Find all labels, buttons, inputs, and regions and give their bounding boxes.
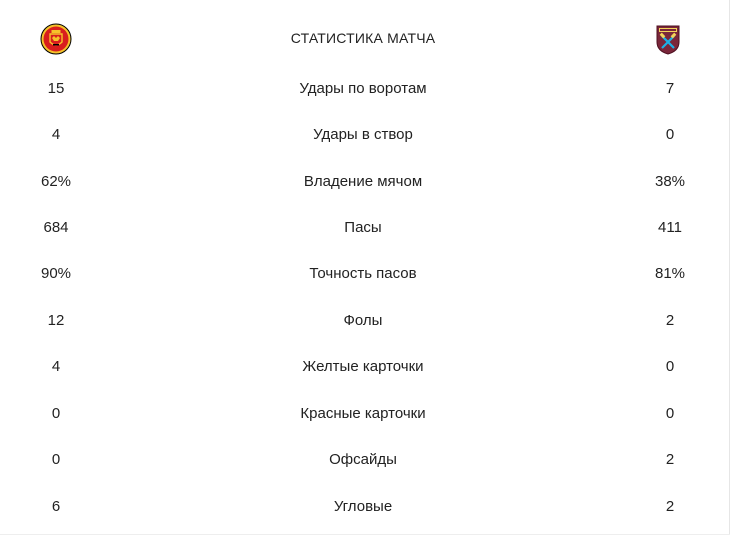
- away-red-cards-value: 0: [665, 405, 675, 422]
- stat-label-offsides: Офсайды: [329, 451, 397, 468]
- stat-label-yellow-cards: Желтые карточки: [302, 358, 424, 375]
- away-corners-value: 2: [665, 498, 675, 515]
- stat-row-offsides: [0, 447, 730, 473]
- stat-row-pass-accuracy: [0, 261, 730, 287]
- stat-label-pass-accuracy: Точность пасов: [309, 265, 417, 282]
- stat-label-passes: Пасы: [344, 219, 382, 236]
- away-yellow-cards-value: 0: [665, 358, 675, 375]
- stat-label-fouls: Фолы: [343, 312, 383, 329]
- away-pass-accuracy-value: 81%: [654, 265, 686, 282]
- stat-row-corners: [0, 494, 730, 520]
- stats-header: [0, 18, 730, 60]
- away-offsides-value: 2: [665, 451, 675, 468]
- manchester-united-crest-icon: [39, 22, 73, 56]
- stat-label-possession: Владение мячом: [303, 173, 423, 190]
- home-offsides-value: 0: [51, 451, 61, 468]
- home-pass-accuracy-value: 90%: [40, 265, 72, 282]
- stat-label-red-cards: Красные карточки: [300, 405, 426, 422]
- stat-row-fouls: [0, 308, 730, 334]
- stat-row-shots: [0, 76, 730, 102]
- stat-row-shots-on-target: [0, 122, 730, 148]
- away-fouls-value: 2: [665, 312, 675, 329]
- west-ham-united-crest-icon: [651, 22, 685, 56]
- stat-label-shots-on-target: Удары в створ: [313, 126, 413, 143]
- stat-label-corners: Угловые: [333, 498, 393, 515]
- home-possession-value: 62%: [40, 173, 72, 190]
- stat-row-passes: [0, 215, 730, 241]
- away-possession-value: 38%: [654, 173, 686, 190]
- stat-row-possession: [0, 169, 730, 195]
- away-passes-value: 411: [658, 219, 682, 236]
- home-red-cards-value: 0: [51, 405, 61, 422]
- home-shots-on-target-value: 4: [51, 126, 61, 143]
- home-yellow-cards-value: 4: [51, 358, 61, 375]
- home-corners-value: 6: [51, 498, 61, 515]
- stat-label-shots: Удары по воротам: [299, 80, 427, 97]
- away-shots-value: 7: [665, 80, 675, 97]
- page-title: СТАТИСТИКА МАТЧА: [290, 30, 436, 46]
- home-passes-value: 684: [43, 219, 69, 236]
- home-fouls-value: 12: [47, 312, 65, 329]
- stat-row-red-cards: [0, 401, 730, 427]
- stat-row-yellow-cards: [0, 354, 730, 380]
- away-shots-on-target-value: 0: [665, 126, 675, 143]
- home-shots-value: 15: [47, 80, 65, 97]
